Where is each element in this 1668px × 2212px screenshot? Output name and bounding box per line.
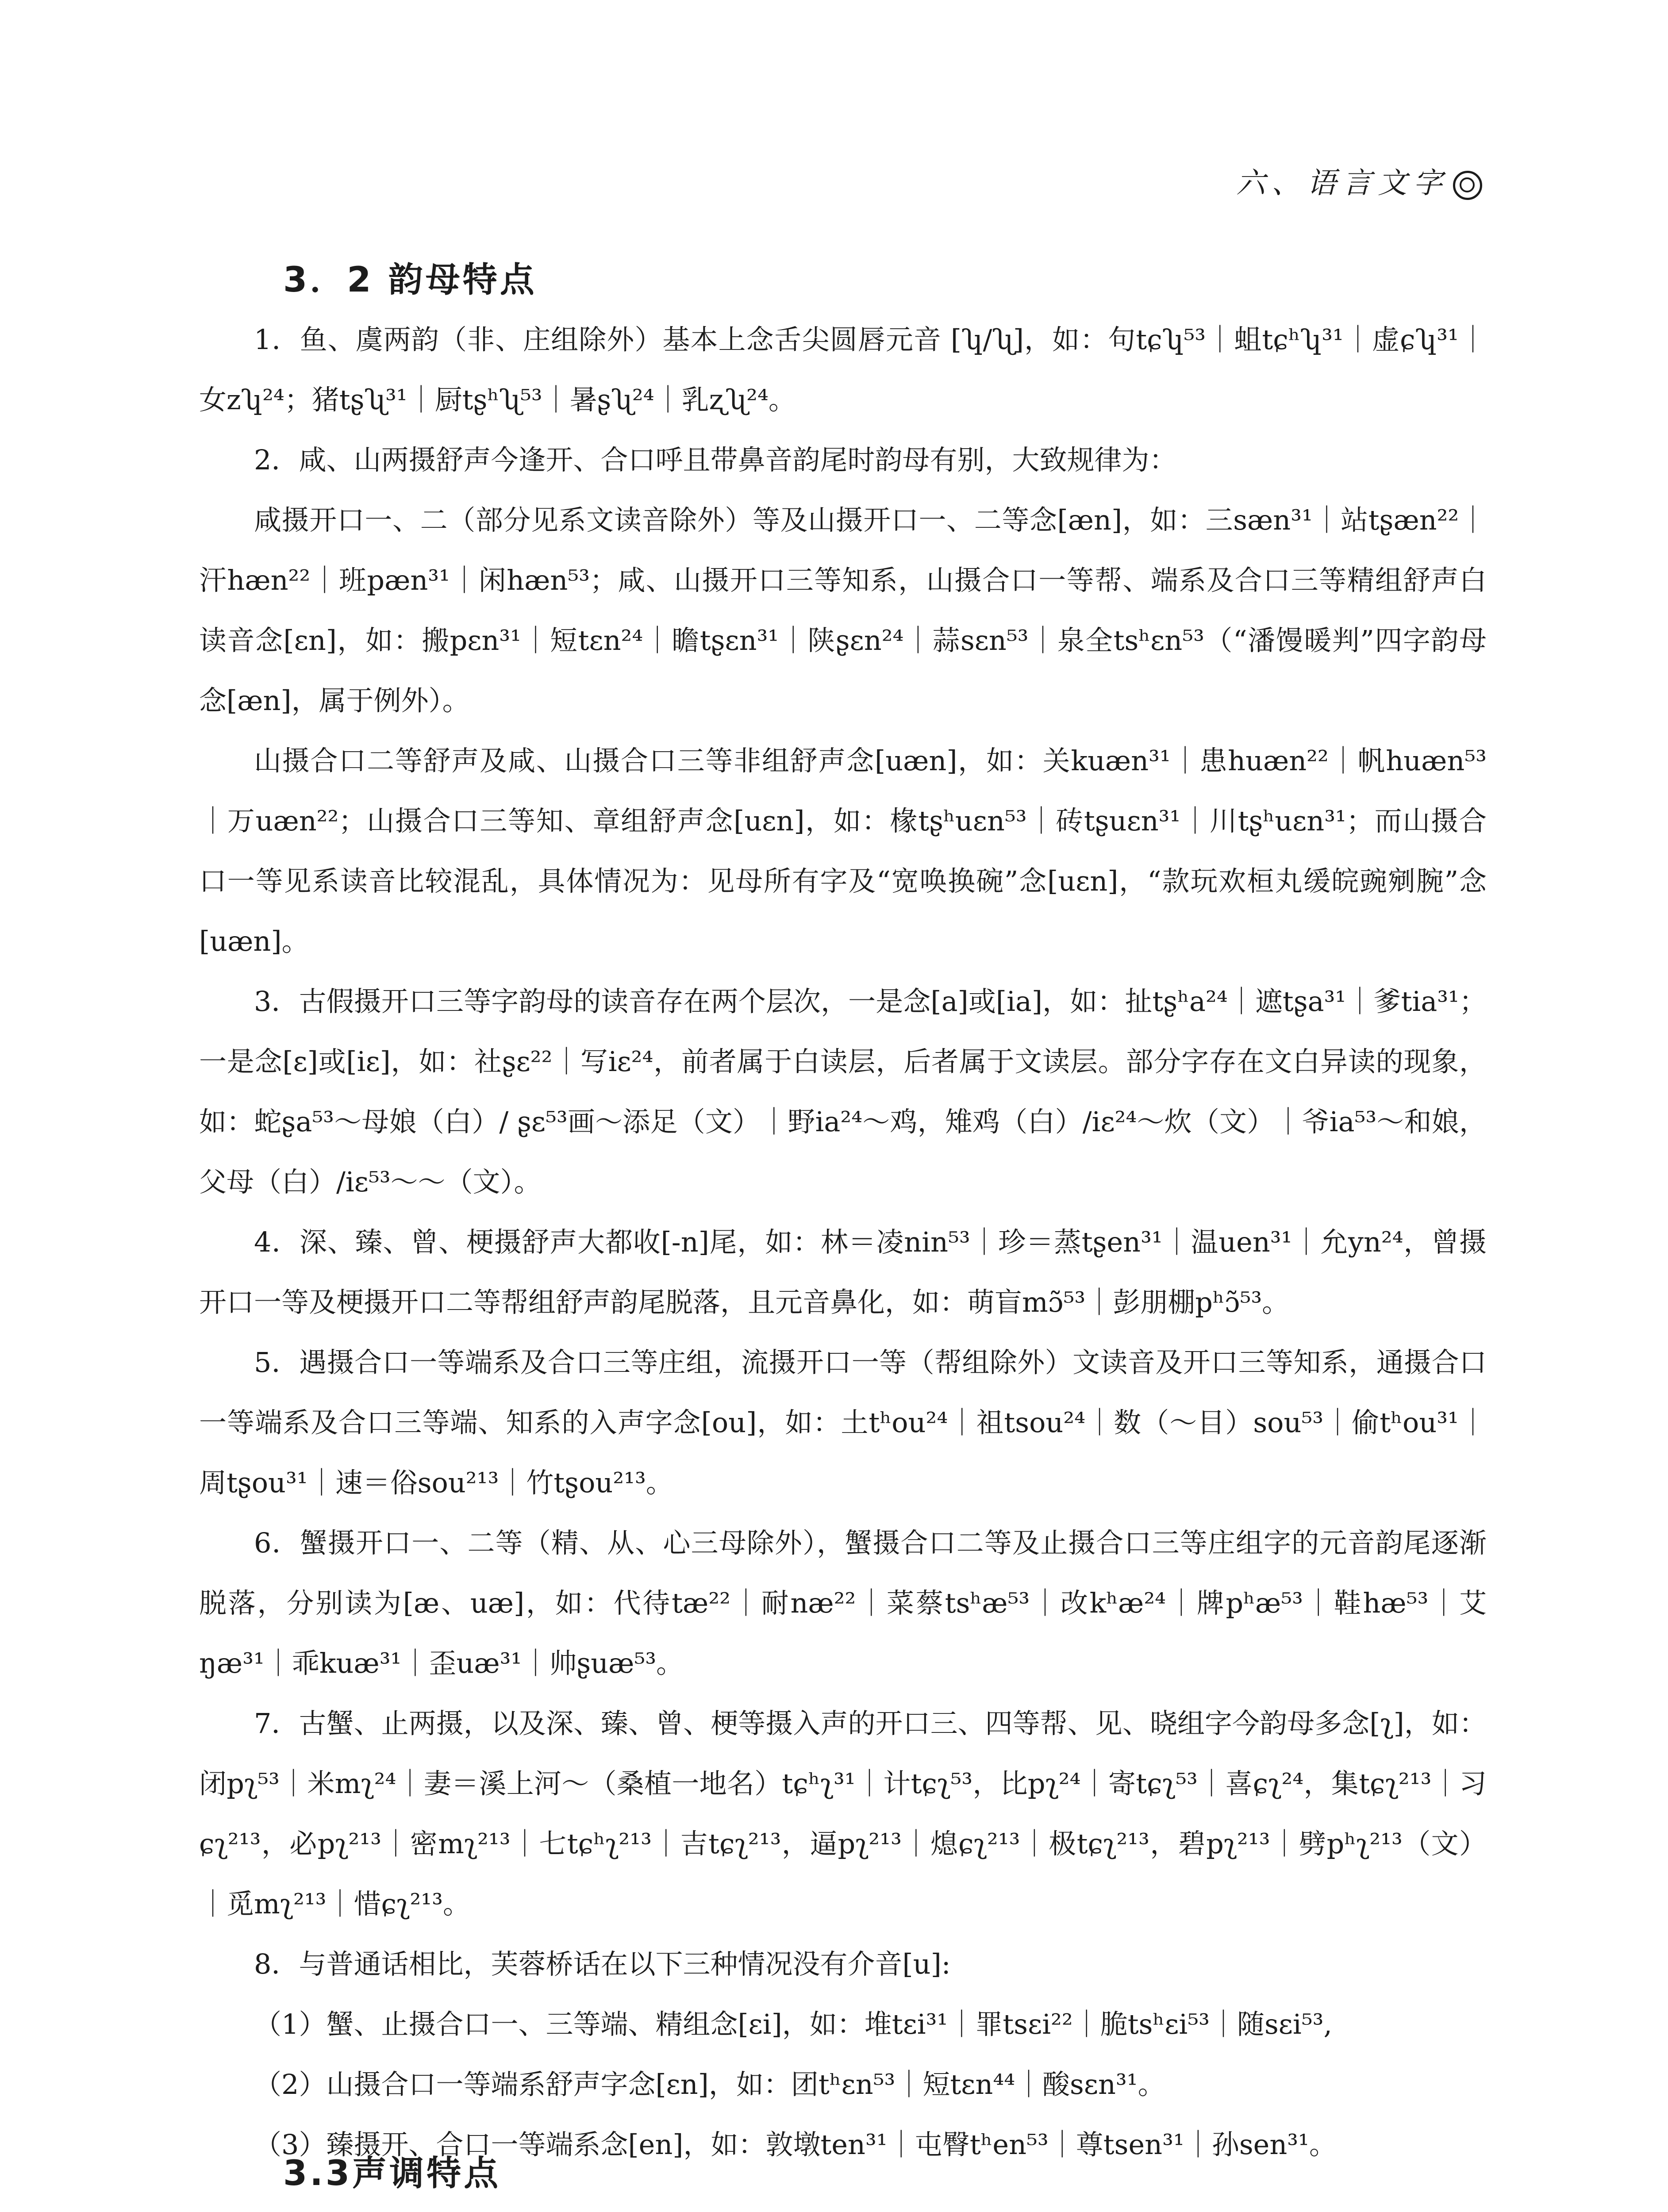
paragraph-5: 3．古假摄开口三等字韵母的读音存在两个层次，一是念[a]或[ia]，如：扯tʂʰa²⁴｜遮tʂa³¹｜爹tia³¹；一是念[ɛ]或[iɛ]，如：社ʂɛ²²｜写iɛ²⁴，前者属于白读层，后者属于文读层。部分字存在文白异读的现象，如：蛇ʂa⁵³～母娘（白）/ ʂɛ⁵³画～添足（文）｜野ia²⁴～鸡，雉鸡（白）/iɛ²⁴～炊（文）｜爷ia⁵³～和娘，父母（白）/iɛ⁵³～～（文）。 (199, 985, 1487, 1198)
paragraph-12: （2）山摄合口一等端系舒声字念[ɛn]，如：团tʰɛn⁵³｜短tɛn⁴⁴｜酸sɛn³¹。 (254, 2068, 1165, 2101)
paragraph-3: 咸摄开口一、二（部分见系文读音除外）等及山摄开口一、二等念[æn]，如：三sæn³¹｜站tʂæn²²｜汗hæn²²｜班pæn³¹｜闲hæn⁵³；咸、山摄开口三等知系，山摄合口一等帮、端系及合口三等精组舒声白读音念[ɛn]，如：搬pɛn³¹｜短tɛn²⁴｜瞻tʂɛn³¹｜陕ʂɛn²⁴｜蒜sɛn⁵³｜泉全tsʰɛn⁵³（“潘馒暖判”四字韵母念[æn]，属于例外）。 (199, 504, 1487, 717)
paragraph-4: 山摄合口二等舒声及咸、山摄合口三等非组舒声念[uæn]，如：关kuæn³¹｜患huæn²²｜帆huæn⁵³｜万uæn²²；山摄合口三等知、章组舒声念[uɛn]，如：椽tʂʰuɛn⁵³｜砖tʂuɛn³¹｜川tʂʰuɛn³¹；而山摄合口一等见系读音比较混乱，具体情况为：见母所有字及“宽唤换碗”念[uɛn]，“款玩欢桓丸缓皖豌剜腕”念[uæn]。 (199, 745, 1487, 957)
paragraph-10: 8．与普通话相比，芙蓉桥话在以下三种情况没有介音[u]: (254, 1948, 951, 1980)
section-heading-shengdiao: 3.3声调特点 (283, 2154, 501, 2193)
paragraph-8: 6．蟹摄开口一、二等（精、从、心三母除外），蟹摄合口二等及止摄合口三等庄组字的元音韵尾逐渐脱落，分别读为[æ、uæ]，如：代待tæ²²｜耐næ²²｜菜蔡tsʰæ⁵³｜改kʰæ²⁴｜牌pʰæ⁵³｜鞋hæ⁵³｜艾ŋæ³¹｜乖kuæ³¹｜歪uæ³¹｜帅ʂuæ⁵³。 (199, 1527, 1487, 1679)
running-header (1236, 159, 1482, 201)
paragraph-11: （1）蟹、止摄合口一、三等端、精组念[ɛi]，如：堆tɛi³¹｜罪tsɛi²²｜脆tsʰɛi⁵³｜随sɛi⁵³, (254, 2008, 1333, 2040)
body-text (199, 310, 1487, 2175)
section-header-title: 六、语言文字 (1236, 166, 1449, 200)
paragraph-13: （3）臻摄开、合口一等端系念[en]，如：敦墩ten³¹｜屯臀tʰen⁵³｜尊tsen³¹｜孙sen³¹。 (254, 2128, 1337, 2161)
paragraph-2: 2．咸、山两摄舒声今逢开、合口呼且带鼻音韵尾时韵母有别，大致规律为： (254, 444, 1177, 476)
paragraph-9: 7．古蟹、止两摄，以及深、臻、曾、梗等摄入声的开口三、四等帮、见、晓组字今韵母多念[ʅ]，如：闭pʅ⁵³｜米mʅ²⁴｜妻＝溪上河～（桑植一地名）tɕʰʅ³¹｜计tɕʅ⁵³，比pʅ²⁴｜寄tɕʅ⁵³｜喜ɕʅ²⁴，集tɕʅ²¹³｜习ɕʅ²¹³，必pʅ²¹³｜密mʅ²¹³｜七tɕʰʅ²¹³｜吉tɕʅ²¹³，逼pʅ²¹³｜熄ɕʅ²¹³｜极tɕʅ²¹³，碧pʅ²¹³｜劈pʰʅ²¹³（文）｜觅mʅ²¹³｜惜ɕʅ²¹³。 (199, 1707, 1487, 1920)
paragraph-6: 4．深、臻、曾、梗摄舒声大都收[-n]尾，如：林＝凌nin⁵³｜珍＝蒸tʂen³¹｜温uen³¹｜允yn²⁴，曾摄开口一等及梗摄开口二等帮组舒声韵尾脱落，且元音鼻化，如：萌盲mɔ̃⁵³｜彭朋棚pʰɔ̃⁵³。 (199, 1226, 1487, 1318)
paragraph-7: 5．遇摄合口一等端系及合口三等庄组，流摄开口一等（帮组除外）文读音及开口三等知系，通摄合口一等端系及合口三等端、知系的入声字念[ou]，如：土tʰou²⁴｜祖tsou²⁴｜数（～目）sou⁵³｜偷tʰou³¹｜周tʂou³¹｜速＝俗sou²¹³｜竹tʂou²¹³。 (199, 1346, 1487, 1499)
double-circle-icon (1453, 171, 1482, 200)
paragraph-1: 1．鱼、虞两韵（非、庄组除外）基本上念舌尖圆唇元音 [ʮ/ʯ]，如：句tɕʮ⁵³｜蛆tɕʰʮ³¹｜虚ɕʮ³¹｜女zʮ²⁴；猪tʂʯ³¹｜厨tʂʰʯ⁵³｜暑ʂʯ²⁴｜乳ʐʯ²⁴。 (199, 323, 1487, 416)
section-heading-yunmu: 3．2 韵母特点 (283, 260, 537, 300)
